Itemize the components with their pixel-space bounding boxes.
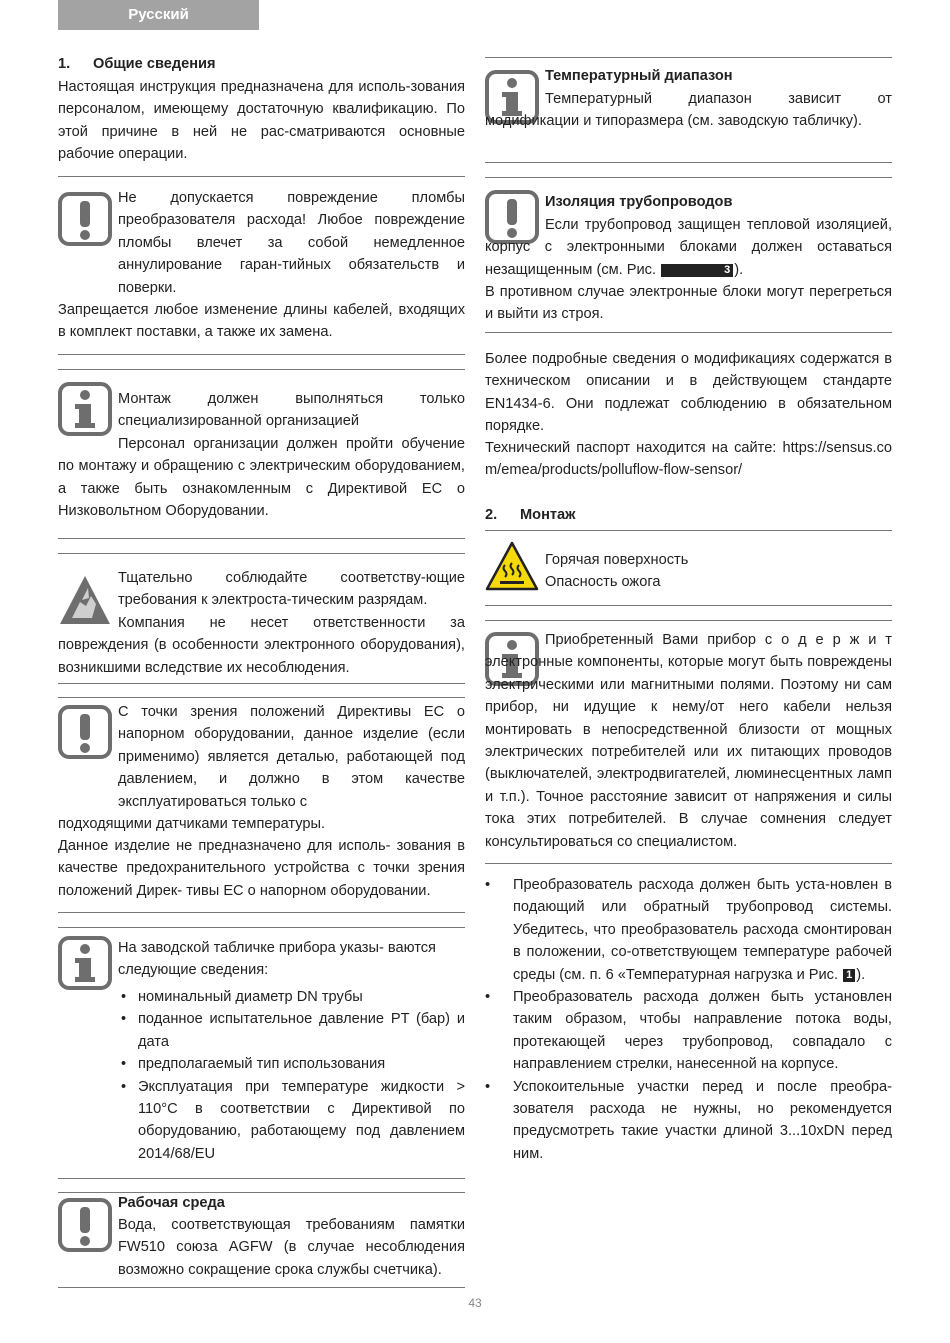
language-tab: Русский bbox=[58, 0, 259, 30]
list-item bbox=[485, 874, 892, 986]
nameplate-intro-text: На заводской табличке прибора указы- ваются следующие сведения: bbox=[118, 940, 436, 979]
divider bbox=[58, 912, 465, 913]
notice-installer-text: Монтаж должен выполняться только специализированной организацией bbox=[118, 391, 465, 430]
working-medium-text: Вода, соответствующая требованиям памятки FW510 союза AGFW (в случае несоблюдения возможно сокращение срока службы счетчика). bbox=[118, 1217, 465, 1278]
divider bbox=[485, 332, 892, 333]
divider bbox=[58, 697, 465, 698]
list-item: • Эксплуатация при температуре жидкости > 110°C в соответствии с Директивой по оборудованию, работающему под давлением 2014/68/EU bbox=[118, 1076, 465, 1166]
install-list-wrap bbox=[485, 874, 892, 1165]
divider bbox=[58, 538, 465, 539]
divider bbox=[485, 162, 892, 163]
divider bbox=[485, 57, 892, 58]
divider bbox=[58, 176, 465, 177]
working-medium-heading: Рабочая среда bbox=[118, 1195, 225, 1211]
install-item-1-end: ). bbox=[856, 966, 866, 983]
section-number: 1. bbox=[58, 56, 71, 72]
datasheet-link-text: Технический паспорт находится на сайте: https://sensus.com/emea/products/polluflow-flow-sensor/ bbox=[485, 440, 892, 479]
list-item: • номинальный диаметр DN трубы bbox=[118, 986, 465, 1008]
notice-esd-text: Тщательно соблюдайте соответству-ющие требования к электроста-тическим разрядам. bbox=[118, 570, 465, 609]
details-text: Более подробные сведения о модификациях содержатся в техническом описании и в действующем стандарте EN1434-6. Они подлежат соблюдению в обязательном порядке. bbox=[485, 351, 892, 435]
insulation-text-a: Если трубопровод защищен тепловой изоляцией, корпус с электронными блоками должен оставаться незащищенным (см. Рис. bbox=[485, 217, 892, 278]
insulation-text-b: ). bbox=[734, 261, 744, 278]
insulation-text-2: В противном случае электронные блоки могут перегреться и выйти из строя. bbox=[485, 284, 892, 323]
section-2-heading bbox=[485, 504, 892, 526]
insulation-heading: Изоляция трубопроводов bbox=[545, 194, 733, 210]
hot-surface-text: Горячая поверхность bbox=[545, 552, 689, 568]
notice-cable-text: Запрещается любое изменение длины кабелей, входящих в комплект поставки, а также их замена. bbox=[58, 302, 465, 341]
notice-pressure-text-3: Данное изделие не предназначено для исполь- зования в качестве предохранительного устройства с точки зрения положений Дирек- тивы ЕС о напорном оборудовании. bbox=[58, 838, 465, 899]
divider bbox=[58, 553, 465, 554]
figure-ref-badge: 1 bbox=[843, 969, 855, 982]
emi-notice-body: Приобретенный Вами прибор с о д е р ж и т электронные компоненты, которые могут быть повреждены электрическими или магнитными полями. Поэтому ни сам прибор, ни идущие к нему/от него кабели нельзя монтировать в непосредственной близости от мощных электрических потребителей или их питающих проводов (выключателей, электродвигателей, люминесцентных ламп и т.п.). Точное расстояние зависит от напряжения и силы тока этих потребителей. В случае сомнения следует консультироваться со специалистом. bbox=[485, 632, 892, 850]
list-item: • Преобразователь расхода должен быть установлен таким образом, чтобы направление потока воды, протекающей через трубопровод, совпадало с направлением стрелки, нанесенной на корпусе. bbox=[485, 986, 892, 1076]
nameplate-list-wrap bbox=[58, 986, 465, 1165]
divider bbox=[58, 683, 465, 684]
notice-pressure-text-2: подходящими датчиками температуры. bbox=[58, 816, 326, 832]
install-list bbox=[485, 874, 892, 1165]
divider bbox=[485, 177, 892, 178]
page-number: 43 bbox=[468, 1296, 482, 1310]
nameplate-list bbox=[118, 986, 465, 1165]
figure-ref-badge: 3 bbox=[661, 264, 733, 277]
emi-notice-text bbox=[485, 629, 892, 853]
section-title: Монтаж bbox=[520, 507, 576, 523]
notice-training-text: Персонал организации должен пройти обучение по монтажу и обращению с электрическим оборудованием, а также быть ознакомленным с Директивой ЕС о Низковольтном Оборудовании. bbox=[58, 436, 465, 520]
notice-seal-text: Не допускается повреждение пломбы преобразователя расхода! Любое повреждение пломбы влечет за собой немедленное аннулирование гаран-тийных обязательств и поверки. bbox=[118, 190, 465, 296]
temp-range-text: Температурный диапазон зависит от модификации и типоразмера (см. заводскую табличку). bbox=[485, 91, 892, 130]
section-1-text: Настоящая инструкция предназначена для исполь-зования персоналом, имеющему достаточную квалификацию. По этой причине в ней не рас-сматриваются основные рабочие операции. bbox=[58, 79, 465, 163]
divider bbox=[485, 620, 892, 621]
notice-pressure-text: С точки зрения положений Директивы ЕС о напорном оборудовании, данное изделие (если применимо) является деталью, работающей под давлением, и должно в этом качестве эксплуатироваться только с bbox=[118, 704, 465, 810]
list-item: • поданное испытательное давление PT (бар) и дата bbox=[118, 1008, 465, 1053]
temp-range-heading: Температурный диапазон bbox=[545, 68, 733, 84]
divider bbox=[58, 927, 465, 928]
divider bbox=[485, 863, 892, 864]
insulation-text bbox=[485, 214, 892, 281]
divider bbox=[485, 605, 892, 606]
divider bbox=[58, 369, 465, 370]
list-item: • Успокоительные участки перед и после преобра-зователя расхода не нужны, но рекомендуется предусмотреть такие участки длиной 3...10xDN перед ним. bbox=[485, 1076, 892, 1166]
divider bbox=[58, 1178, 465, 1179]
burn-hazard-text: Опасность ожога bbox=[545, 574, 661, 590]
divider bbox=[485, 530, 892, 531]
install-item-1-text: Преобразователь расхода должен быть уста-новлен в подающий или обратный трубопровод системы. Убедитесь, что преобразователь расхода смонтирован в положении, со-ответствующем температуре рабочей среды (см. п. 6 «Температурная нагрузка и Рис. bbox=[513, 877, 892, 983]
notice-liability-text: Компания не несет ответственности за повреждения (в особенности электронного оборудования), возникшими вследствие их несоблюдения. bbox=[58, 615, 465, 676]
list-item: • предполагаемый тип использования bbox=[118, 1053, 465, 1075]
section-title: Общие сведения bbox=[93, 56, 216, 72]
divider bbox=[58, 1287, 465, 1288]
section-1-heading bbox=[58, 53, 465, 75]
section-number: 2. bbox=[485, 507, 498, 523]
divider bbox=[58, 354, 465, 355]
